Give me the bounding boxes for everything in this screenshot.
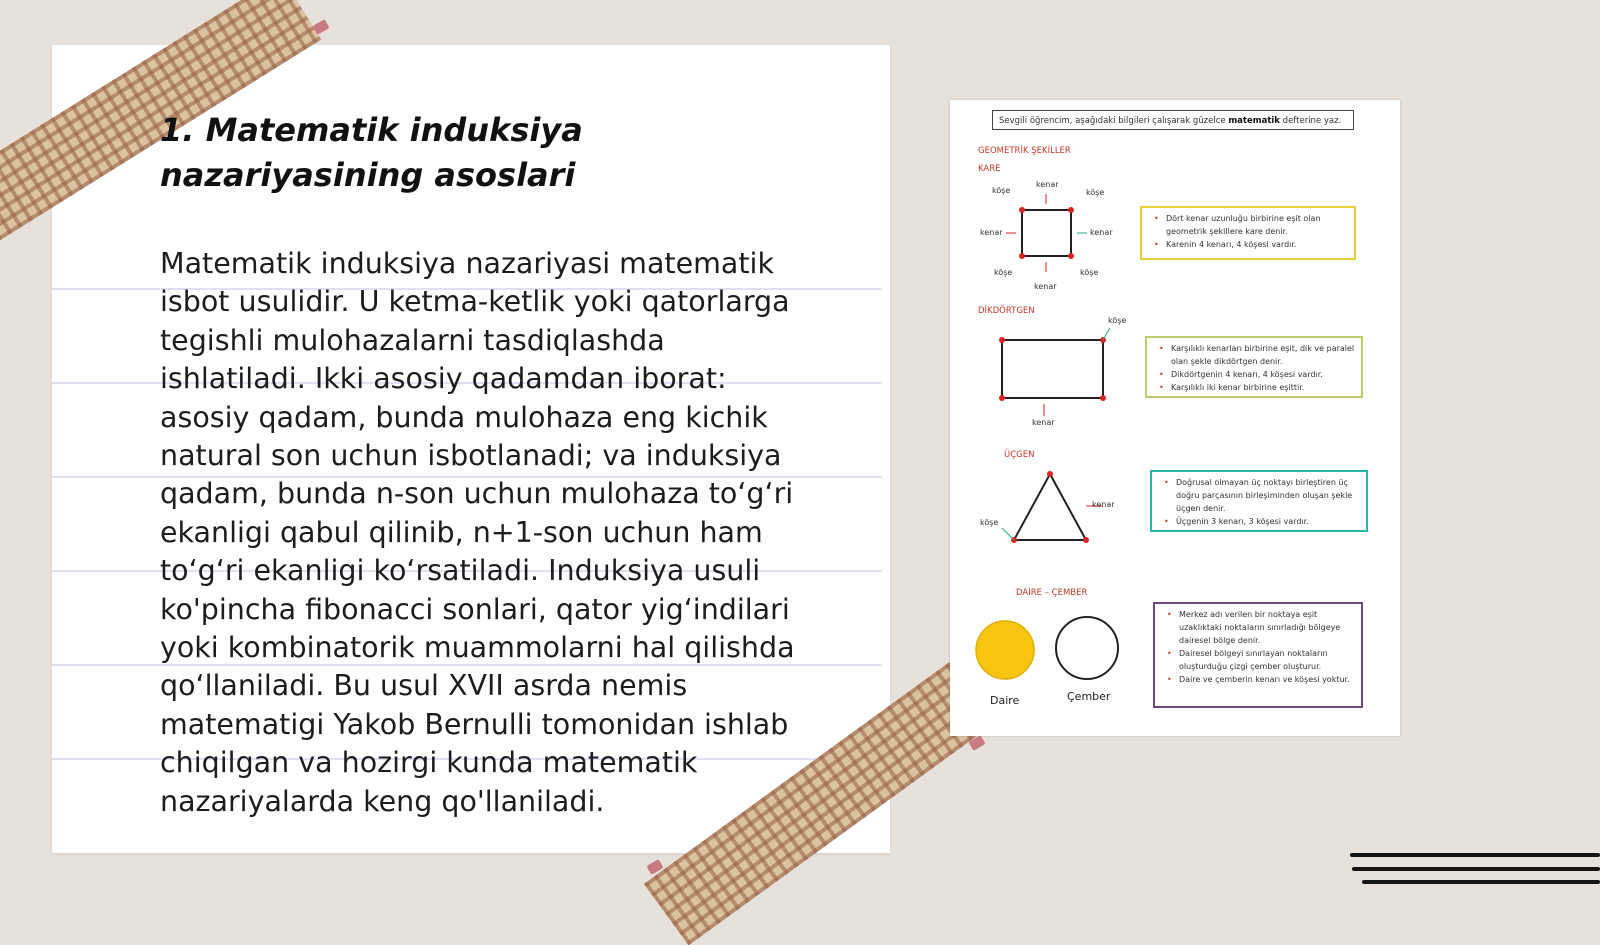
daire-label: DAİRE – ÇEMBER — [1016, 588, 1088, 598]
kare-edge-label: kenar — [980, 228, 1003, 237]
kare-corner-label: köşe — [992, 186, 1011, 195]
dikdortgen-label: DİKDÖRTGEN — [978, 306, 1035, 316]
daire-note: • Dairesel bölgeyi sınırlayan noktaların oluşturduğu çizgi çember oluşturur. — [1179, 647, 1355, 673]
body-line: ishlatiladi. Ikki asosiy qadamdan iborat: — [160, 362, 727, 396]
body-line: matematigi Yakob Bernulli tomonidan ishlab — [160, 707, 789, 741]
decorative-line — [1350, 853, 1600, 857]
kare-label: KARE — [978, 164, 1001, 174]
triangle-figure — [990, 466, 1130, 556]
body-line: ko'pincha fibonacci sonlari, qator yig‘indilari — [160, 592, 790, 626]
body-line: qadam, bunda n-son uchun mulohaza to‘g‘ri — [160, 477, 794, 511]
ucgen-info-box — [1150, 470, 1368, 532]
decorative-line — [1362, 880, 1600, 884]
section-title: GEOMETRİK ŞEKİLLER — [978, 146, 1071, 156]
daire-note: • Daire ve çemberin kenarı ve köşesi yoktur. — [1179, 673, 1355, 686]
ucgen-edge-label: kenar — [1092, 500, 1115, 509]
ucgen-corner-label: köşe — [980, 518, 999, 527]
dikdortgen-info-box — [1145, 336, 1363, 398]
kare-corner-label: köşe — [1086, 188, 1105, 197]
dikdortgen-note: • Karşılıklı kenarları birbirine eşit, dik ve paralel olan şekle dikdörtgen denir. — [1171, 342, 1355, 368]
kare-edge-label: kenar — [1034, 282, 1057, 291]
body-line: Matematik induksiya nazariyasi matematik — [160, 247, 774, 280]
worksheet-header — [992, 110, 1354, 130]
kare-corner-label: köşe — [1080, 268, 1099, 277]
body-line: qo‘llaniladi. Bu usul XVII asrda nemis — [160, 669, 688, 703]
daire-note: • Merkez adı verilen bir noktaya eşit uzaklıktaki noktaların sınırladığı bölgeye dairesel bölge denir. — [1179, 608, 1355, 647]
body-line: nazariyalarda keng qo'llaniladi. — [160, 784, 605, 818]
slide-title-line: 1. Matematik induksiya — [160, 111, 583, 149]
decorative-line — [1352, 867, 1600, 871]
dikdortgen-note: • Karşılıklı iki kenar birbirine eşittir. — [1171, 381, 1355, 394]
ucgen-label: ÜÇGEN — [1004, 450, 1035, 460]
worksheet-header-bold: matematik — [1228, 116, 1280, 126]
body-line: to‘g‘ri ekanligi ko‘rsatiladi. Induksiya usuli — [160, 554, 761, 588]
body-line: yoki kombinatorik muammolarni hal qilishda — [160, 631, 795, 665]
worksheet-header-text: Sevgili öğrencim, aşağıdaki bilgileri çalışarak güzelce — [999, 116, 1229, 126]
ucgen-note: • Üçgenin 3 kenarı, 3 köşesi vardır. — [1176, 515, 1360, 528]
body-line: natural son uchun isbotlanadi; va induksiya — [160, 439, 782, 473]
slide-body-text — [160, 245, 850, 821]
kare-edge-label: kenar — [1090, 228, 1113, 237]
ucgen-note: • Doğrusal olmayan üç noktayı birleştiren üç doğru parçasının birleşiminden oluşan şekle üçgen denir. — [1176, 476, 1360, 515]
cember-caption: Çember — [1067, 690, 1111, 703]
geometry-worksheet-image — [950, 100, 1400, 736]
dikdortgen-corner-label: köşe — [1108, 316, 1127, 325]
slide-title — [160, 108, 720, 198]
daire-caption: Daire — [990, 694, 1020, 707]
kare-edge-label: kenar — [1036, 180, 1059, 189]
daire-info-box — [1153, 602, 1363, 708]
kare-corner-label: köşe — [994, 268, 1013, 277]
circle-figures — [974, 616, 1134, 686]
rectangle-figure — [980, 320, 1120, 430]
dikdortgen-edge-label: kenar — [1032, 418, 1055, 427]
dikdortgen-note: • Dikdörtgenin 4 kenarı, 4 köşesi vardır. — [1171, 368, 1355, 381]
body-line: chiqilgan va hozirgi kunda matematik — [160, 746, 698, 780]
body-line: asosiy qadam, bunda mulohaza eng kichik — [160, 400, 768, 434]
kare-note: • Dört kenar uzunluğu birbirine eşit olan geometrik şekillere kare denir. — [1166, 212, 1348, 238]
kare-info-box — [1140, 206, 1356, 260]
body-line: isbot usulidir. U ketma-ketlik yoki qatorlarga — [160, 285, 790, 319]
slide-title-line: nazariyasining asoslari — [160, 156, 576, 194]
body-line: tegishli mulohazalarni tasdiqlashda — [160, 323, 665, 357]
body-line: ekanligi qabul qilinib, n+1-son uchun ham — [160, 515, 763, 549]
kare-note: • Karenin 4 kenarı, 4 köşesi vardır. — [1166, 238, 1348, 251]
worksheet-header-text: defterine yaz. — [1279, 116, 1342, 126]
